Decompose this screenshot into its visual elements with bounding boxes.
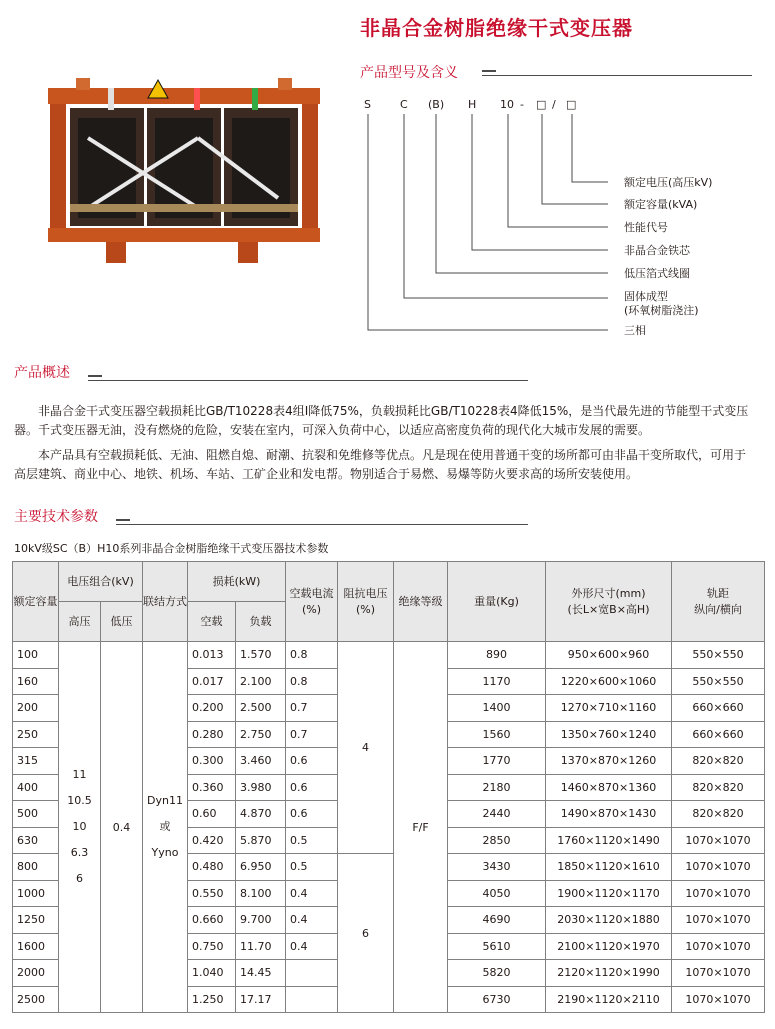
cell-noload: 0.420: [188, 827, 236, 854]
table-row: [13, 642, 765, 669]
cell-dimensions: 1350×760×1240: [546, 721, 672, 748]
code-letter-s: S: [364, 98, 371, 111]
col-header-gauge: [672, 562, 765, 642]
cell-weight: 2440: [448, 801, 546, 828]
cell-load: 11.70: [236, 933, 286, 960]
col-header-voltage-combo: 电压组合(kV): [59, 562, 143, 602]
code-box-voltage: □: [566, 98, 577, 111]
cell-weight: 4690: [448, 907, 546, 934]
cell-load: 4.870: [236, 801, 286, 828]
cell-capacity: 2500: [13, 986, 59, 1013]
col-header-impedance: 阻抗电压(%): [338, 562, 394, 642]
section-divider-tick: [482, 70, 496, 72]
cell-load: 9.700: [236, 907, 286, 934]
overview-paragraph-1: 非晶合金干式变压器空载损耗比GB/T10228表4组I降低75%，负载损耗比GB/T10228表4降低15%，是当代最先进的节能型干式变压器。千式变压器无油，没有燃烧的危险，安装在室内，可深入负荷中心，以适应高密度负荷的现代化大城市发展的需要。: [14, 404, 749, 437]
cell-impedance-6: 6: [338, 854, 394, 1013]
code-letter-b: (B): [428, 98, 445, 111]
cell-noload: 0.550: [188, 880, 236, 907]
cell-noload-current: 0.6: [286, 748, 338, 775]
cell-noload: 0.660: [188, 907, 236, 934]
cell-dimensions: 1270×710×1160: [546, 695, 672, 722]
cell-gauge: 1070×1070: [672, 986, 765, 1013]
col-header-weight: 重量(Kg): [448, 562, 546, 642]
cell-weight: 1560: [448, 721, 546, 748]
cell-dimensions: 2030×1120×1880: [546, 907, 672, 934]
cell-capacity: 630: [13, 827, 59, 854]
cell-load: 2.500: [236, 695, 286, 722]
cell-load: 3.980: [236, 774, 286, 801]
cell-weight: 1170: [448, 668, 546, 695]
leader-lines: [368, 114, 608, 330]
hv-value: 6.3: [70, 846, 89, 859]
cell-weight: 5820: [448, 960, 546, 987]
cell-noload: 0.750: [188, 933, 236, 960]
cell-capacity: 100: [13, 642, 59, 669]
cell-load: 3.460: [236, 748, 286, 775]
cell-gauge: 1070×1070: [672, 827, 765, 854]
cell-impedance-4: 4: [338, 642, 394, 854]
cell-hv-merged: [59, 642, 101, 1013]
cell-dimensions: 1900×1120×1170: [546, 880, 672, 907]
cell-noload-current: 0.4: [286, 907, 338, 934]
section-divider-tick: [116, 519, 130, 521]
meaning-epoxy-cast: (环氧树脂浇注): [624, 304, 699, 317]
col-header-dimensions: [546, 562, 672, 642]
cell-load: 14.45: [236, 960, 286, 987]
hv-value: 10: [72, 820, 87, 833]
hv-value: 10.5: [67, 794, 92, 807]
cell-capacity: 2000: [13, 960, 59, 987]
cell-noload-current: [286, 986, 338, 1013]
section-divider: [116, 524, 528, 525]
code-letter-h: H: [468, 98, 477, 111]
cell-connection-merged: [143, 642, 188, 1013]
cell-noload: 0.280: [188, 721, 236, 748]
code-level: 10: [500, 98, 514, 111]
cell-capacity: 800: [13, 854, 59, 881]
meaning-three-phase: 三相: [624, 324, 646, 337]
cell-noload: 0.60: [188, 801, 236, 828]
cell-noload-current: [286, 960, 338, 987]
cell-noload-current: 0.6: [286, 801, 338, 828]
cell-noload-current: 0.5: [286, 827, 338, 854]
connection-line: 或: [159, 820, 171, 833]
code-letter-c: C: [400, 98, 408, 111]
cell-load: 1.570: [236, 642, 286, 669]
cell-dimensions: 2190×1120×2110: [546, 986, 672, 1013]
section-divider: [482, 75, 752, 76]
cell-dimensions: 950×600×960: [546, 642, 672, 669]
cell-load: 17.17: [236, 986, 286, 1013]
cell-gauge: 1070×1070: [672, 907, 765, 934]
cell-dimensions: 1490×870×1430: [546, 801, 672, 828]
cell-capacity: 1000: [13, 880, 59, 907]
cell-gauge: 660×660: [672, 721, 765, 748]
col-header-insulation: 绝缘等级: [394, 562, 448, 642]
cell-noload-current: 0.7: [286, 695, 338, 722]
cell-dimensions: 2120×1120×1990: [546, 960, 672, 987]
cell-noload-current: 0.5: [286, 854, 338, 881]
col-header-load: 负载: [236, 602, 286, 642]
cell-dimensions: 1850×1120×1610: [546, 854, 672, 881]
cell-gauge: 660×660: [672, 695, 765, 722]
cell-dimensions: 1460×870×1360: [546, 774, 672, 801]
cell-dimensions: 1220×600×1060: [546, 668, 672, 695]
code-slash: /: [552, 98, 556, 111]
cell-weight: 5610: [448, 933, 546, 960]
cell-gauge: 820×820: [672, 774, 765, 801]
cell-noload: 0.017: [188, 668, 236, 695]
hv-value: 6: [76, 872, 83, 885]
spec-table: [12, 561, 765, 1013]
cell-weight: 4050: [448, 880, 546, 907]
meaning-rated-capacity: 额定容量(kVA): [624, 198, 698, 211]
cell-load: 2.100: [236, 668, 286, 695]
cell-load: 8.100: [236, 880, 286, 907]
col-header-noload-current: 空载电流(%): [286, 562, 338, 642]
cell-noload: 1.040: [188, 960, 236, 987]
cell-noload: 0.360: [188, 774, 236, 801]
cell-noload-current: 0.4: [286, 880, 338, 907]
transformer-photo: [48, 78, 320, 263]
col-header-capacity: 额定容量: [13, 562, 59, 642]
cell-gauge: 1070×1070: [672, 854, 765, 881]
meaning-performance-code: 性能代号: [624, 221, 668, 234]
col-header-loss: 损耗(kW): [188, 562, 286, 602]
meaning-solid-molding: 固体成型: [624, 290, 668, 303]
connection-line: Yyno: [151, 846, 179, 859]
cell-capacity: 500: [13, 801, 59, 828]
overview-heading: 产品概述: [14, 365, 70, 381]
col-header-lv: 低压: [101, 602, 143, 642]
cell-capacity: 1250: [13, 907, 59, 934]
model-section-heading: 产品型号及含义: [360, 65, 458, 81]
cell-capacity: 315: [13, 748, 59, 775]
cell-noload: 0.013: [188, 642, 236, 669]
cell-weight: 2180: [448, 774, 546, 801]
model-code-diagram: [360, 90, 760, 350]
cell-weight: 2850: [448, 827, 546, 854]
section-divider-tick: [88, 375, 102, 377]
cell-noload-current: 0.6: [286, 774, 338, 801]
hv-value: 11: [72, 768, 87, 781]
cell-weight: 1400: [448, 695, 546, 722]
col-header-noload: 空载: [188, 602, 236, 642]
cell-weight: 1770: [448, 748, 546, 775]
cell-gauge: 820×820: [672, 801, 765, 828]
specs-heading: 主要技术参数: [14, 509, 98, 525]
cell-capacity: 200: [13, 695, 59, 722]
cell-gauge: 550×550: [672, 642, 765, 669]
cell-gauge: 1070×1070: [672, 880, 765, 907]
cell-noload: 0.200: [188, 695, 236, 722]
page-title: 非晶合金树脂绝缘干式变压器: [360, 16, 633, 40]
cell-gauge: 1070×1070: [672, 960, 765, 987]
dimensions-label: 外形尺寸(mm): [571, 586, 646, 600]
table-caption: 10kV级SC（B）H10系列非晶合金树脂绝缘干式变压器技术参数: [14, 542, 329, 555]
cell-insulation-merged: F/F: [394, 642, 448, 1013]
connection-line: Dyn11: [147, 794, 183, 807]
cell-dimensions: 1760×1120×1490: [546, 827, 672, 854]
cell-noload-current: 0.8: [286, 642, 338, 669]
cell-noload-current: 0.4: [286, 933, 338, 960]
cell-dimensions: 1370×870×1260: [546, 748, 672, 775]
cell-capacity: 160: [13, 668, 59, 695]
gauge-sub-label: 纵向/横向: [694, 602, 742, 616]
cell-weight: 890: [448, 642, 546, 669]
dimensions-sub-label: (长L×宽B×高H): [567, 602, 650, 616]
meaning-foil-winding: 低压箔式线圈: [624, 267, 690, 280]
cell-gauge: 550×550: [672, 668, 765, 695]
cell-noload-current: 0.8: [286, 668, 338, 695]
overview-paragraph-2: 本产品具有空载损耗低、无油、阻燃自熄、耐潮、抗裂和免维修等优点。凡是现在使用普通干变的场所都可由非晶干变所取代，可用于高层建筑、商业中心、地铁、机场、车站、工矿企业和发电帮。物别适合于易燃、易爆等防火要求高的场所安装使用。: [14, 448, 747, 481]
cell-weight: 6730: [448, 986, 546, 1013]
cell-load: 6.950: [236, 854, 286, 881]
cell-weight: 3430: [448, 854, 546, 881]
cell-noload: 0.300: [188, 748, 236, 775]
meaning-amorphous-core: 非晶合金铁芯: [624, 244, 690, 257]
cell-gauge: 1070×1070: [672, 933, 765, 960]
cell-noload: 0.480: [188, 854, 236, 881]
cell-capacity: 250: [13, 721, 59, 748]
cell-dimensions: 2100×1120×1970: [546, 933, 672, 960]
col-header-connection: 联结方式: [143, 562, 188, 642]
section-divider: [88, 380, 528, 381]
cell-noload-current: 0.7: [286, 721, 338, 748]
cell-capacity: 400: [13, 774, 59, 801]
cell-noload: 1.250: [188, 986, 236, 1013]
col-header-hv: 高压: [59, 602, 101, 642]
cell-load: 5.870: [236, 827, 286, 854]
code-box-capacity: □: [536, 98, 547, 111]
cell-load: 2.750: [236, 721, 286, 748]
cell-gauge: 820×820: [672, 748, 765, 775]
code-dash: -: [520, 98, 524, 111]
meaning-rated-voltage: 额定电压(高压kV): [624, 176, 713, 189]
cell-lv-merged: 0.4: [101, 642, 143, 1013]
cell-capacity: 1600: [13, 933, 59, 960]
gauge-label: 轨距: [707, 586, 730, 600]
